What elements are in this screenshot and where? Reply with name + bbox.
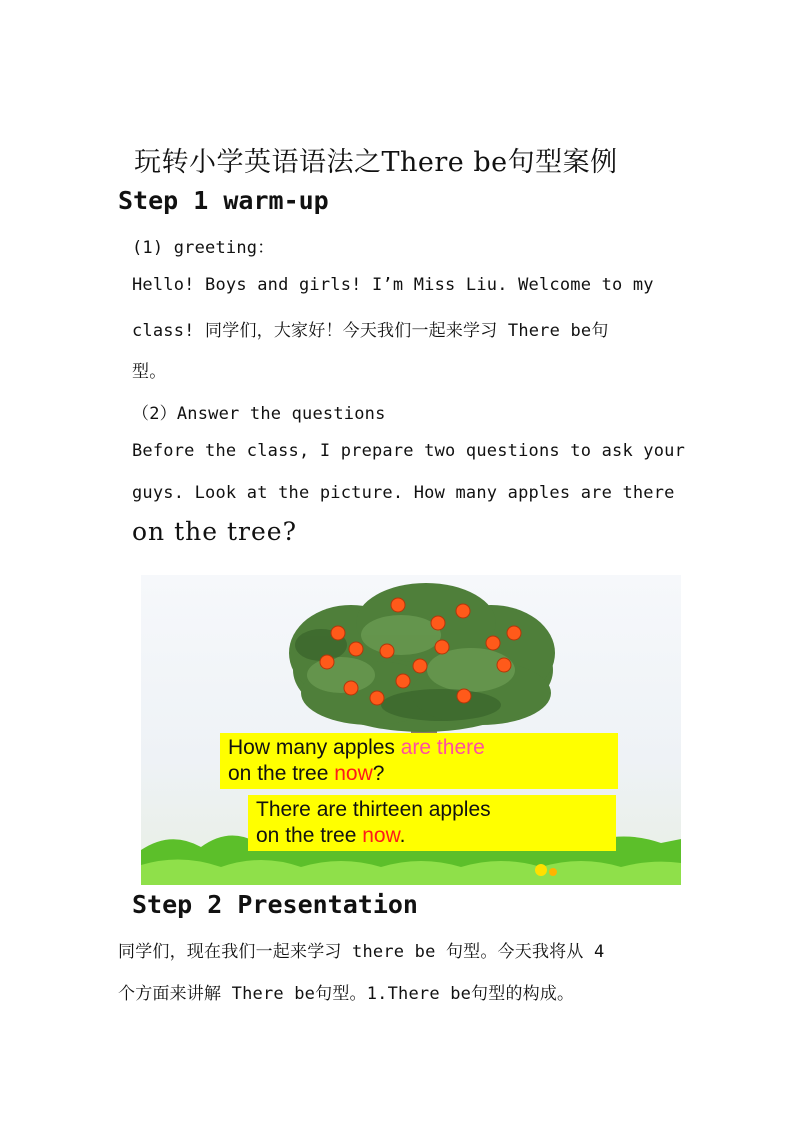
step1-item-greeting: (1) greeting：: [132, 238, 275, 258]
paragraph-question-line3: on the tree?: [132, 517, 297, 546]
paragraph-presentation-line1: 同学们，现在我们一起来学习 there be 句型。今天我将从 4: [118, 942, 605, 962]
question-text-2: on the tree: [228, 762, 335, 785]
answer-text-1: There are thirteen apples: [256, 798, 491, 821]
question-highlight-are-there: are there: [400, 736, 485, 759]
question-text-1: How many apples: [228, 736, 401, 759]
question-box: [220, 733, 618, 789]
question-mark: ?: [372, 762, 385, 785]
paragraph-presentation-line2: 个方面来讲解 There be句型。1.There be句型的构成。: [118, 984, 575, 1004]
paragraph-greeting-line3: 型。: [132, 362, 167, 382]
page-title: 玩转小学英语语法之There be句型案例: [134, 147, 618, 178]
paragraph-question-line2: guys. Look at the picture. How many apples are there: [132, 483, 675, 503]
question-highlight-now: now: [334, 762, 373, 785]
paragraph-question-line1: Before the class, I prepare two questions to ask your: [132, 441, 686, 461]
step1-heading: Step 1 warm-up: [118, 186, 329, 215]
answer-period: .: [399, 824, 406, 847]
step2-heading: Step 2 Presentation: [132, 890, 418, 919]
paragraph-greeting-line2: class! 同学们，大家好！今天我们一起来学习 There be句: [132, 321, 609, 341]
apple-tree-figure: [141, 575, 681, 885]
step1-item-answer: （2）Answer the questions: [132, 404, 386, 424]
paragraph-greeting-line1: Hello! Boys and girls! I’m Miss Liu. Welcome to my: [132, 275, 654, 295]
answer-highlight-now: now: [362, 824, 400, 847]
answer-text-2: on the tree: [256, 824, 363, 847]
answer-box: [248, 795, 616, 851]
